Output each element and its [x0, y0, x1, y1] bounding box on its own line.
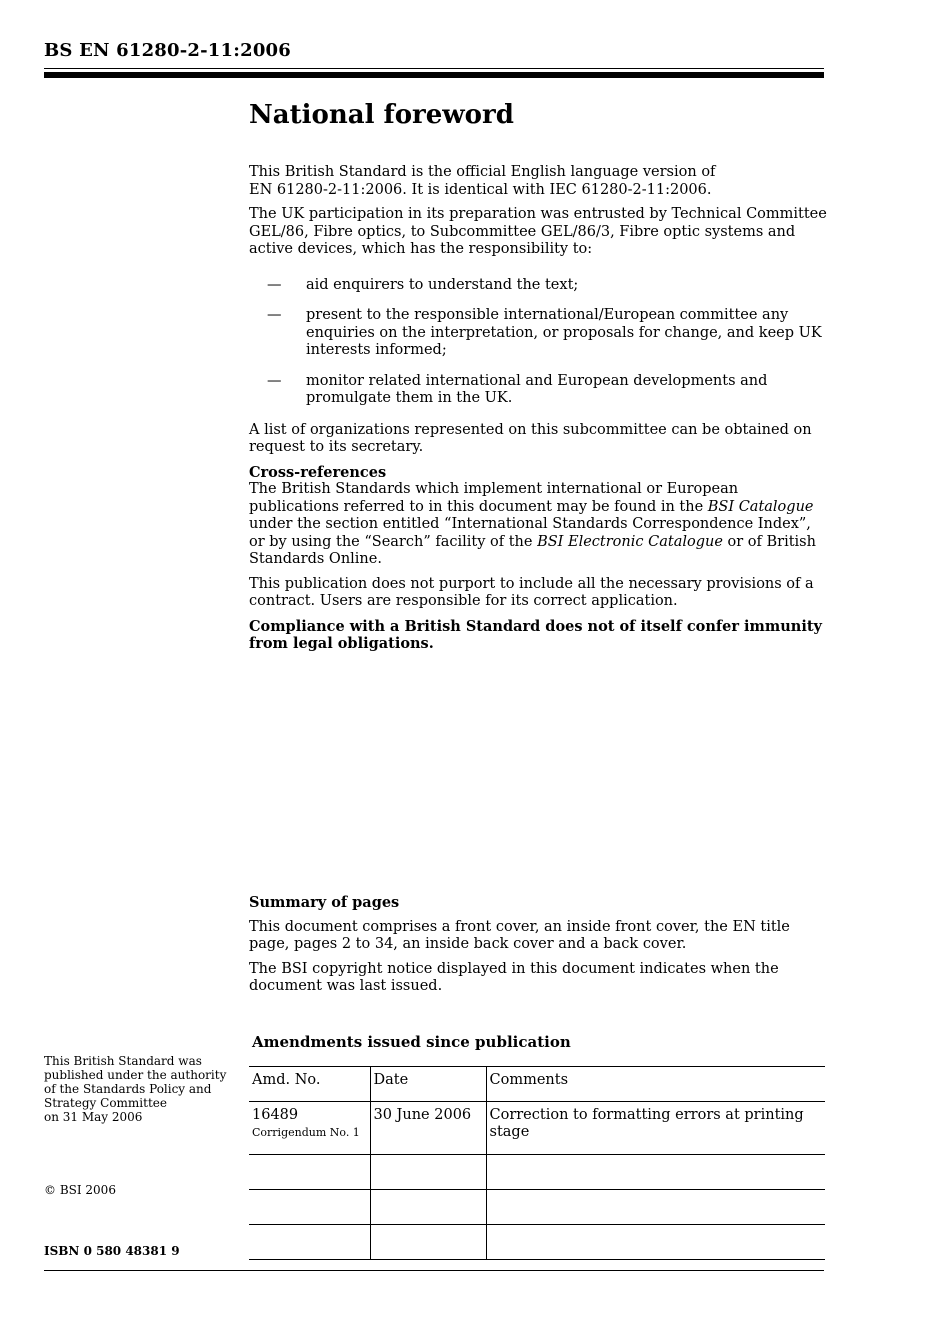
page-title: National foreword [249, 100, 514, 130]
organizations-paragraph: A list of organizations represented on this subcommittee can be obtained on request to its secretary. [249, 421, 812, 455]
table-row-empty [249, 1225, 825, 1260]
authority-note: This British Standard was published under the authority of the Standards Policy and Strategy Committee on 31 May 2006 [44, 1054, 227, 1124]
summary-section [249, 894, 827, 1003]
header-amd-no: Amd. No. [249, 1067, 370, 1102]
header-rule-thin [44, 68, 824, 69]
document-id: BS EN 61280-2-11:2006 [44, 40, 291, 61]
date-cell: 30 June 2006 [370, 1102, 486, 1155]
bullet-dash: — [267, 372, 282, 389]
compliance-statement: Compliance with a British Standard does not of itself confer immunity from legal obligations. [249, 617, 822, 652]
participation-paragraph: The UK participation in its preparation was entrusted by Technical Committee GEL/86, Fibre optics, to Subcommittee GEL/86/3, Fibre optic systems and active devices, which has the responsibility to: [249, 206, 827, 257]
table-row-empty [249, 1190, 825, 1225]
summary-paragraph: This document comprises a front cover, an inside front cover, the EN title page, pages 2 to 34, an inside back cover and a back cover. [249, 918, 790, 952]
summary-heading: Summary of pages [249, 894, 400, 911]
list-item: — aid enquirers to understand the text; [267, 276, 579, 293]
copyright-notice-paragraph: The BSI copyright notice displayed in this document indicates when the document was last issued. [249, 960, 779, 994]
bsi-catalogue-ref: BSI Catalogue [707, 498, 814, 515]
table-row-empty [249, 1155, 825, 1190]
list-item: — monitor related international and European developments and promulgate them in the UK. [267, 372, 768, 406]
table-header-row [249, 1067, 825, 1102]
isbn-text: ISBN 0 580 48381 9 [44, 1244, 180, 1258]
header-rule-thick [44, 72, 824, 78]
cross-references-paragraph: The British Standards which implement international or European publications referred to in this document may be found in the BSI Catalogue under the section entitled “International Standards Correspondence Index”, or by using the “Search” facility of the BSI Electronic Catalogue or of British Standards Online. [249, 481, 816, 567]
bullet-dash: — [267, 307, 282, 323]
contract-paragraph: This publication does not purport to include all the necessary provisions of a contract. Users are responsible for its correct application. [249, 575, 814, 609]
intro-paragraph [249, 164, 827, 199]
intro-line-1: This British Standard is the official English language version of [249, 164, 716, 180]
intro-line-2: EN 61280-2-11:2006. It is identical with IEC 61280-2-11:2006. [249, 181, 712, 198]
header-comments: Comments [486, 1067, 825, 1102]
table-row [249, 1102, 825, 1155]
foreword-body [249, 164, 827, 660]
list-item: — present to the responsible international/European committee any enquiries on the interpretation, or proposals for change, and keep UK interests informed; [267, 307, 822, 358]
footer-rule [44, 1270, 824, 1271]
amendments-title: Amendments issued since publication [252, 1033, 571, 1051]
comments-cell: Correction to formatting errors at printing stage [486, 1102, 825, 1155]
amd-no-cell: 16489 Corrigendum No. 1 [249, 1102, 370, 1155]
bsi-electronic-catalogue-ref: BSI Electronic Catalogue [537, 533, 723, 550]
amendments-table [249, 1066, 825, 1260]
header-date: Date [370, 1067, 486, 1102]
copyright-text: © BSI 2006 [44, 1183, 116, 1197]
amd-note: Corrigendum No. 1 [252, 1126, 360, 1139]
responsibility-list [249, 277, 827, 408]
cross-references-heading: Cross-references [249, 463, 387, 481]
bullet-dash: — [267, 276, 282, 293]
